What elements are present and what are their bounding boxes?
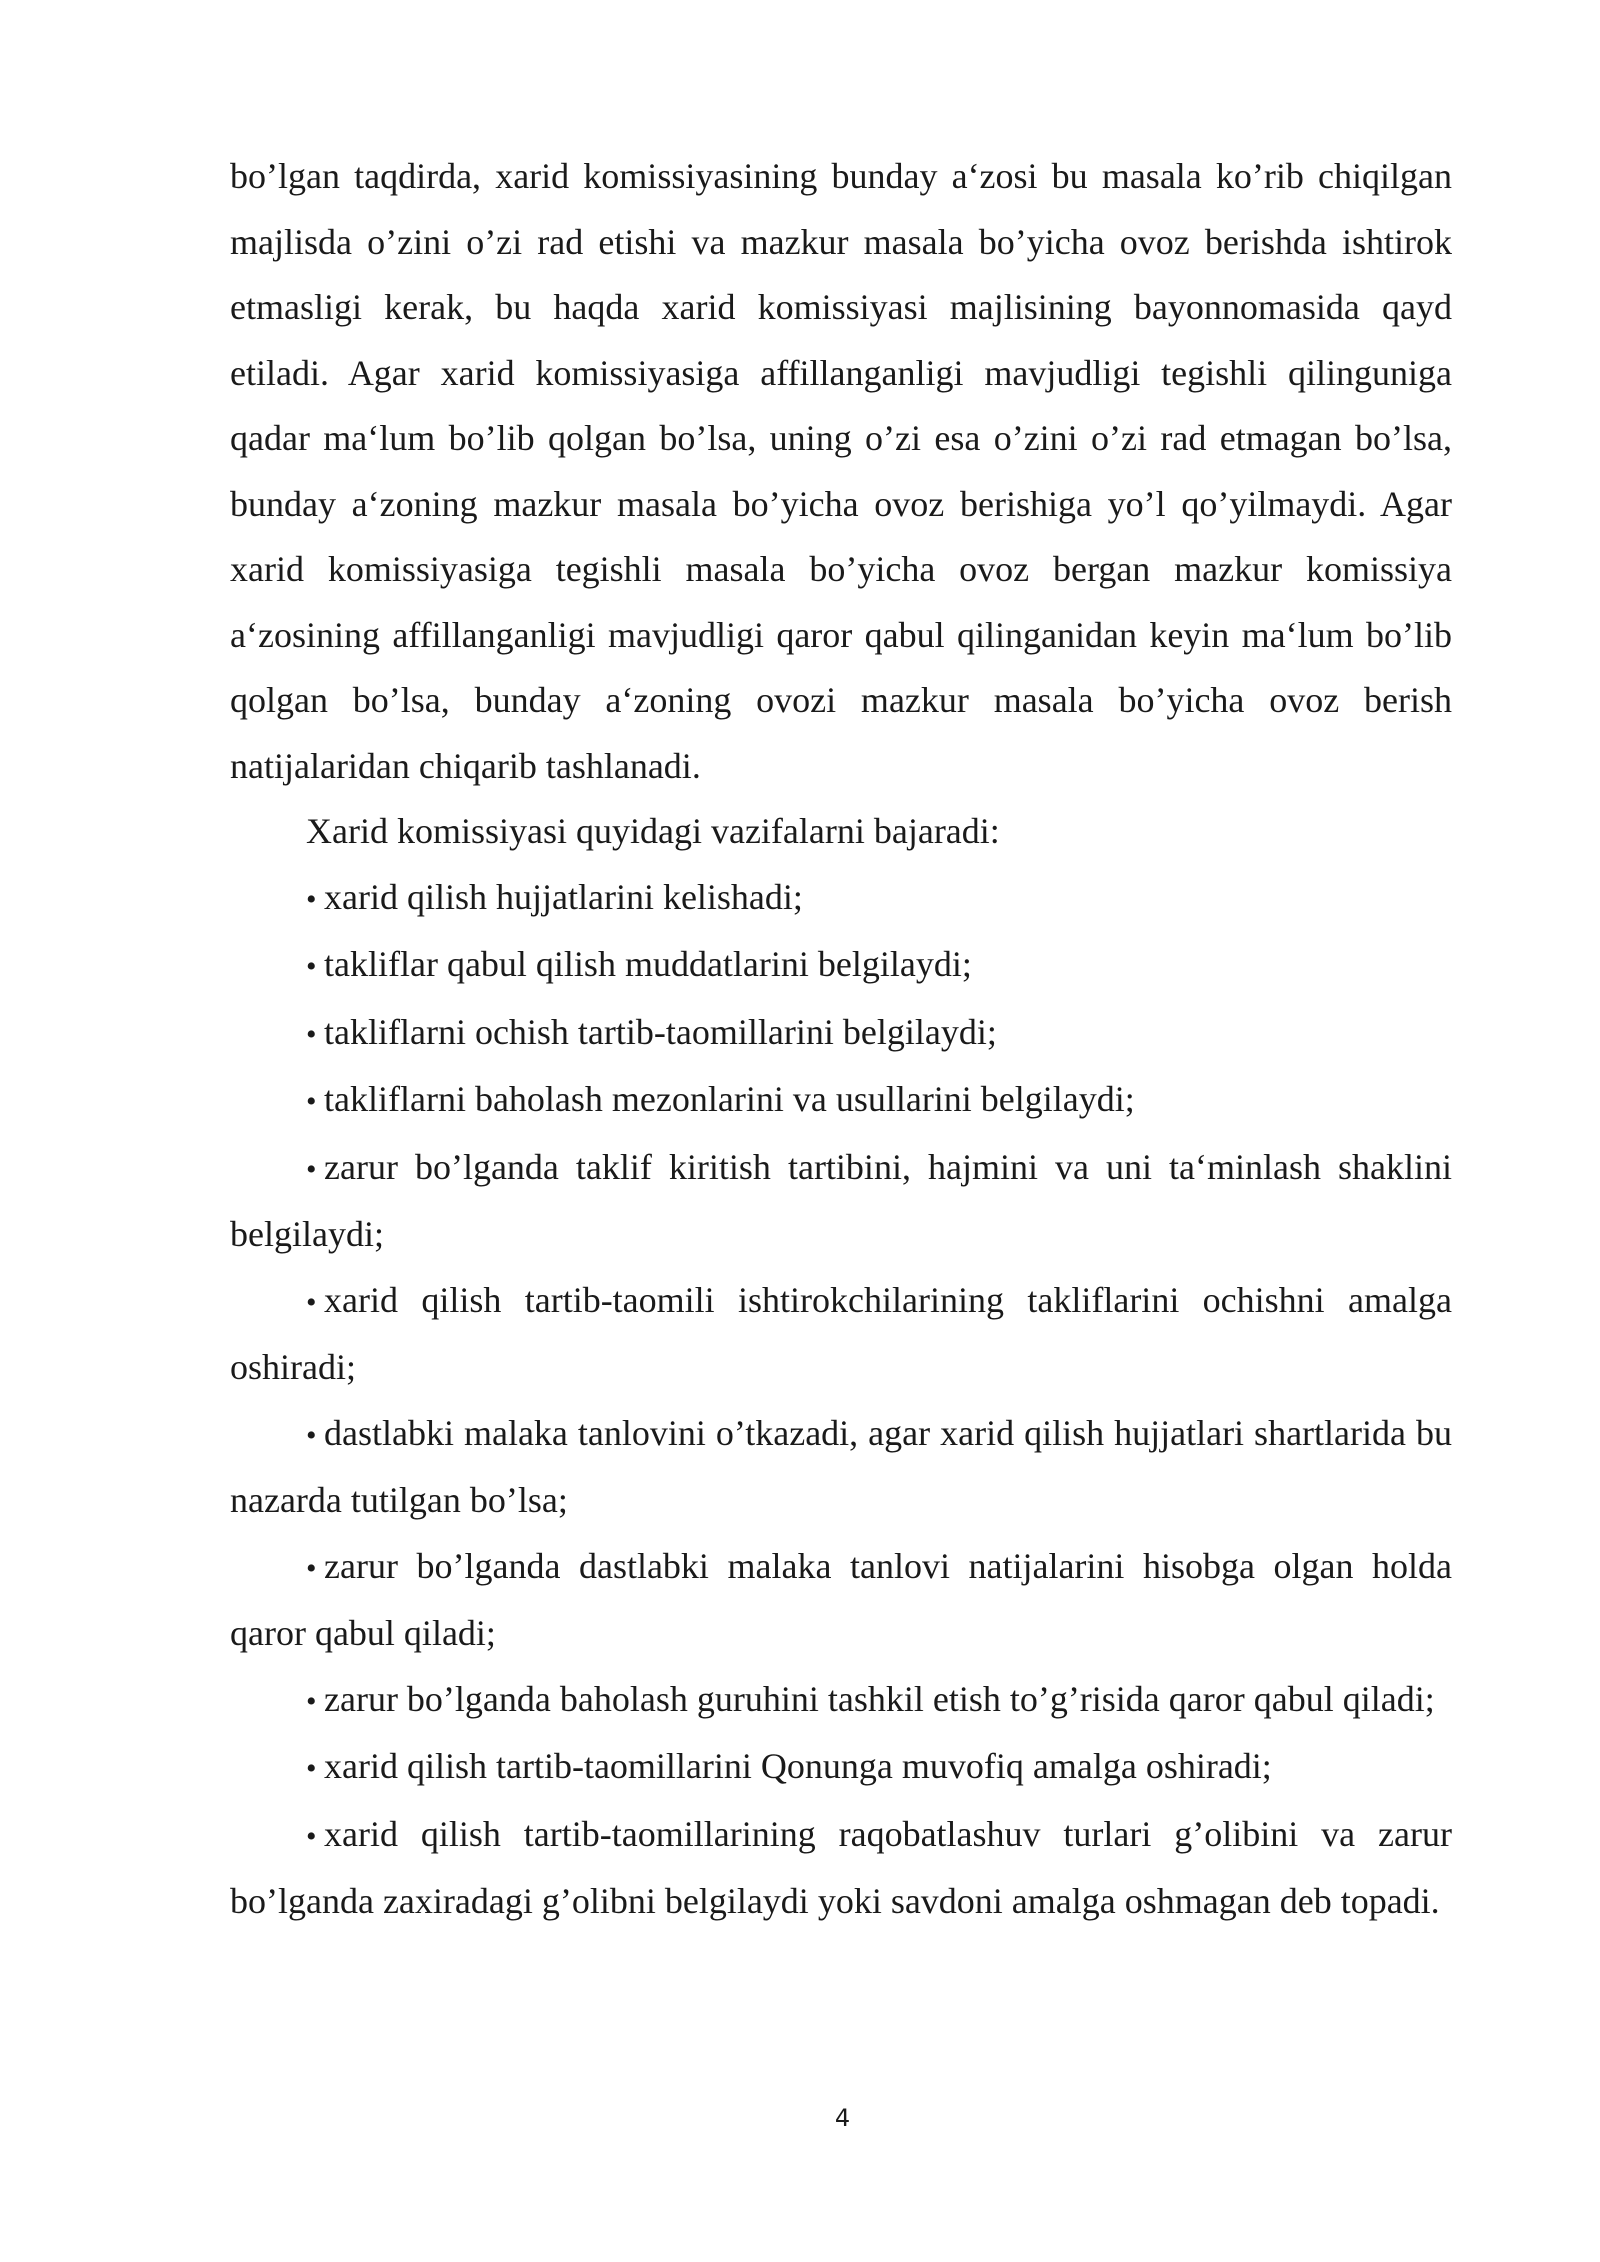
bullet-icon: • <box>306 1551 317 1585</box>
bullet-text: zarur bo’lganda baholash guruhini tashkil etish to’g’risida qaror qabul qiladi; <box>324 1678 1435 1719</box>
bullet-item <box>230 1401 1452 1534</box>
bullet-item <box>230 1268 1452 1401</box>
list-intro: Xarid komissiyasi quyidagi vazifalarni bajaradi: <box>306 811 1000 851</box>
bullet-text: takliflarni ochish tartib-taomillarini belgilaydi; <box>324 1011 997 1052</box>
page-body <box>230 144 1452 1935</box>
bullet-item <box>230 1734 1452 1802</box>
bullet-text: zarur bo’lganda taklif kiritish tartibini, hajmini va uni ta‘minlash shaklini belgilaydi; <box>230 1146 1452 1254</box>
bullet-text: xarid qilish tartib-taomillarini Qonunga muvofiq amalga oshiradi; <box>324 1746 1272 1786</box>
page-number: 4 <box>834 2104 851 2132</box>
bullet-text: xarid qilish tartib-taomili ishtirokchilarining takliflarini ochishni amalga oshiradi; <box>230 1279 1452 1387</box>
bullet-icon: • <box>306 950 317 983</box>
bullet-text: xarid qilish hujjatlarini kelishadi; <box>324 876 803 917</box>
bullet-item <box>230 1135 1452 1268</box>
bullet-text: takliflarni baholash mezonlarini va usullarini belgilaydi; <box>324 1079 1135 1119</box>
bullet-text: xarid qilish tartib-taomillarining raqobatlashuv turlari g’olibini va zarur bo’lganda zaxiradagi g’olibni belgilaydi yoki savdoni amalga oshmagan deb topadi. <box>230 1813 1452 1921</box>
bullet-text: takliflar qabul qilish muddatlarini belgilaydi; <box>324 944 972 984</box>
bullet-icon: • <box>306 1752 317 1785</box>
bullet-text: dastlabki malaka tanlovini o’tkazadi, agar xarid qilish hujjatlari shartlarida bu nazarda tutilgan bo’lsa; <box>230 1412 1452 1520</box>
bullet-item <box>230 1067 1452 1135</box>
bullet-icon: • <box>306 1017 317 1051</box>
bullet-icon: • <box>306 882 317 916</box>
bullet-text: zarur bo’lganda dastlabki malaka tanlovi natijalarini hisobga olgan holda qaror qabul qiladi; <box>230 1545 1452 1653</box>
bullet-icon: • <box>306 1418 317 1452</box>
bullet-icon: • <box>306 1285 317 1319</box>
bullet-item <box>230 1000 1452 1068</box>
bullet-item <box>230 1534 1452 1667</box>
bullet-item <box>230 1802 1452 1935</box>
bullet-icon: • <box>306 1684 317 1718</box>
bullet-icon: • <box>306 1085 317 1118</box>
intro-paragraph: bo’lgan taqdirda, xarid komissiyasining bunday a‘zosi bu masala ko’rib chiqilgan majlisda o’zini o’zi rad etishi va mazkur masala bo’yicha ovoz berishda ishtirok etmasligi kerak, bu haqda xarid komissiyasi majlisining bayonnomasida qayd etiladi. Agar xarid komissiyasiga affillanganligi mavjudligi tegishli qilinguniga qadar ma‘lum bo’lib qolgan bo’lsa, uning o’zi esa o’zini o’zi rad etmagan bo’lsa, bunday a‘zoning mazkur masala bo’yicha ovoz berishiga yo’l qo’yilmaydi. Agar xarid komissiyasiga tegishli masala bo’yicha ovoz bergan mazkur komissiya a‘zosining affillanganligi mavjudligi qaror qabul qilinganidan keyin ma‘lum bo’lib qolgan bo’lsa, bunday a‘zoning ovozi mazkur masala bo’yicha ovoz berish natijalaridan chiqarib tashlanadi. <box>230 156 1452 786</box>
bullet-item <box>230 1667 1452 1735</box>
bullet-item <box>230 865 1452 933</box>
bullet-icon: • <box>306 1819 317 1853</box>
bullet-icon: • <box>306 1152 317 1186</box>
bullet-item <box>230 932 1452 1000</box>
